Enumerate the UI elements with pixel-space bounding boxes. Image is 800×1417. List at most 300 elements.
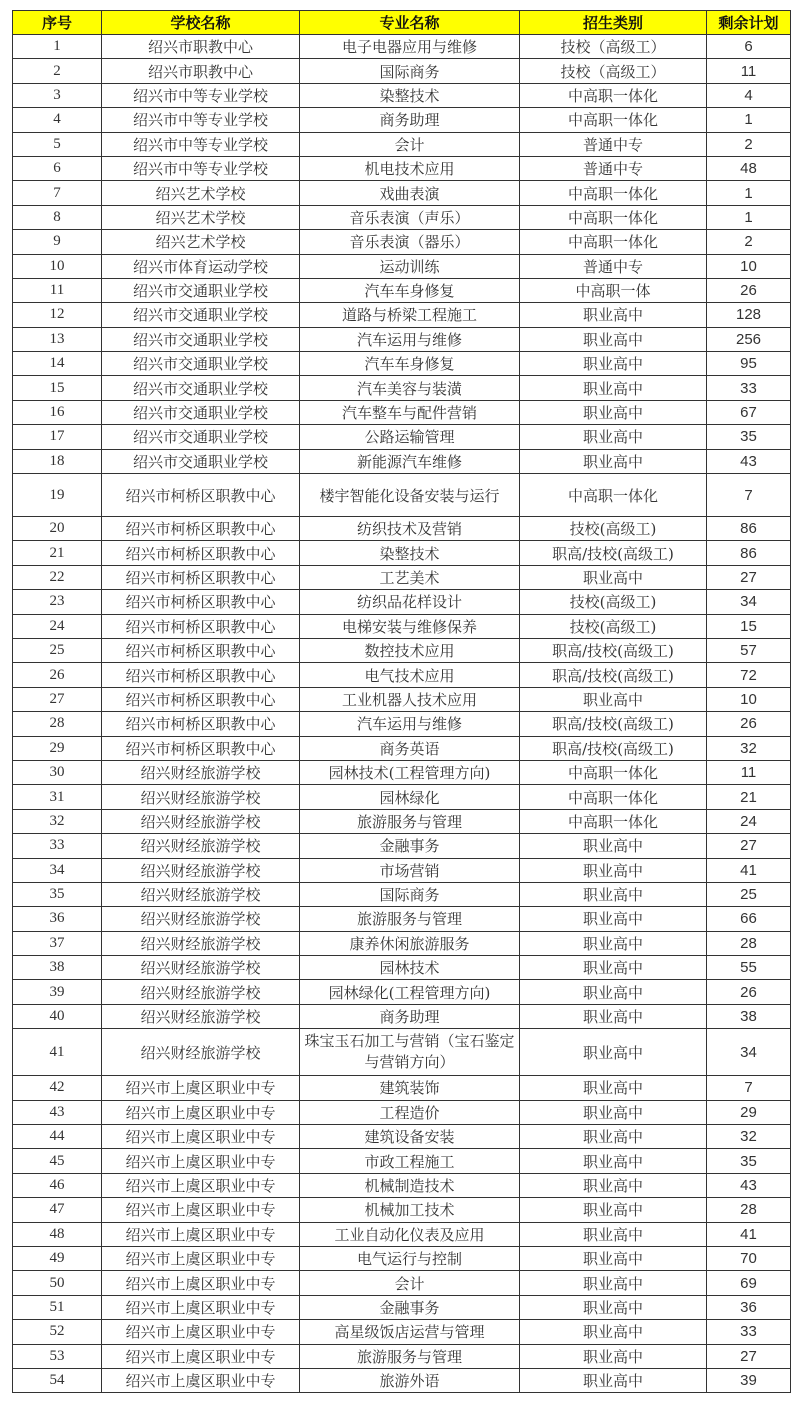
cell-major: 汽车运用与维修 (300, 712, 520, 736)
table-row (13, 1125, 791, 1149)
table-row (13, 156, 791, 180)
table-row (13, 181, 791, 205)
cell-major: 工业自动化仪表及应用 (300, 1222, 520, 1246)
cell-school: 绍兴市交通职业学校 (102, 327, 300, 351)
cell-category: 职高/技校(高级工) (520, 663, 707, 687)
cell-school: 绍兴市柯桥区职教中心 (102, 736, 300, 760)
cell-category: 职业高中 (520, 931, 707, 955)
table-row (13, 565, 791, 589)
cell-index: 49 (13, 1246, 102, 1270)
cell-category: 职业高中 (520, 1076, 707, 1100)
cell-category: 职业高中 (520, 425, 707, 449)
cell-school: 绍兴财经旅游学校 (102, 1029, 300, 1076)
cell-category: 职高/技校(高级工) (520, 712, 707, 736)
cell-remaining: 26 (707, 980, 791, 1004)
cell-remaining: 66 (707, 907, 791, 931)
cell-index: 24 (13, 614, 102, 638)
cell-school: 绍兴市柯桥区职教中心 (102, 517, 300, 541)
cell-school: 绍兴市上虞区职业中专 (102, 1222, 300, 1246)
cell-category: 职业高中 (520, 1149, 707, 1173)
cell-major: 工程造价 (300, 1100, 520, 1124)
cell-school: 绍兴市上虞区职业中专 (102, 1295, 300, 1319)
cell-category: 职高/技校(高级工) (520, 541, 707, 565)
cell-category: 技校(高级工) (520, 590, 707, 614)
cell-remaining: 32 (707, 736, 791, 760)
cell-school: 绍兴市上虞区职业中专 (102, 1344, 300, 1368)
table-row (13, 1198, 791, 1222)
table-row (13, 809, 791, 833)
cell-index: 33 (13, 834, 102, 858)
table-row (13, 736, 791, 760)
cell-index: 43 (13, 1100, 102, 1124)
cell-major: 电气运行与控制 (300, 1246, 520, 1270)
cell-school: 绍兴市上虞区职业中专 (102, 1125, 300, 1149)
cell-remaining: 69 (707, 1271, 791, 1295)
cell-index: 19 (13, 474, 102, 517)
cell-major: 电气技术应用 (300, 663, 520, 687)
cell-category: 中高职一体化 (520, 230, 707, 254)
cell-remaining: 256 (707, 327, 791, 351)
cell-major: 园林绿化 (300, 785, 520, 809)
cell-school: 绍兴市上虞区职业中专 (102, 1173, 300, 1197)
cell-remaining: 21 (707, 785, 791, 809)
cell-school: 绍兴市职教中心 (102, 59, 300, 83)
header-remaining: 剩余计划 (707, 11, 791, 35)
cell-index: 37 (13, 931, 102, 955)
cell-index: 41 (13, 1029, 102, 1076)
cell-major: 旅游外语 (300, 1368, 520, 1392)
cell-category: 中高职一体化 (520, 809, 707, 833)
cell-major: 建筑设备安装 (300, 1125, 520, 1149)
cell-remaining: 27 (707, 834, 791, 858)
cell-major: 汽车车身修复 (300, 278, 520, 302)
cell-category: 职业高中 (520, 1173, 707, 1197)
header-index: 序号 (13, 11, 102, 35)
cell-remaining: 10 (707, 687, 791, 711)
cell-school: 绍兴财经旅游学校 (102, 858, 300, 882)
cell-major: 康养休闲旅游服务 (300, 931, 520, 955)
cell-major: 楼宇智能化设备安装与运行 (300, 474, 520, 517)
enrollment-plan-table (12, 10, 791, 1393)
cell-remaining: 34 (707, 590, 791, 614)
cell-remaining: 67 (707, 400, 791, 424)
cell-remaining: 32 (707, 1125, 791, 1149)
cell-school: 绍兴市上虞区职业中专 (102, 1320, 300, 1344)
cell-major: 园林技术 (300, 956, 520, 980)
cell-category: 中高职一体化 (520, 205, 707, 229)
cell-school: 绍兴市体育运动学校 (102, 254, 300, 278)
cell-category: 职业高中 (520, 449, 707, 473)
cell-remaining: 27 (707, 1344, 791, 1368)
cell-major: 汽车运用与维修 (300, 327, 520, 351)
cell-remaining: 7 (707, 474, 791, 517)
cell-category: 中高职一体化 (520, 181, 707, 205)
cell-index: 5 (13, 132, 102, 156)
cell-major: 市政工程施工 (300, 1149, 520, 1173)
cell-remaining: 10 (707, 254, 791, 278)
cell-remaining: 48 (707, 156, 791, 180)
cell-category: 技校(高级工) (520, 614, 707, 638)
cell-school: 绍兴财经旅游学校 (102, 785, 300, 809)
cell-category: 普通中专 (520, 156, 707, 180)
cell-school: 绍兴市上虞区职业中专 (102, 1368, 300, 1392)
cell-category: 技校（高级工） (520, 59, 707, 83)
cell-remaining: 41 (707, 858, 791, 882)
cell-school: 绍兴市交通职业学校 (102, 303, 300, 327)
cell-remaining: 43 (707, 1173, 791, 1197)
table-row (13, 1271, 791, 1295)
table-row (13, 132, 791, 156)
cell-remaining: 39 (707, 1368, 791, 1392)
cell-major: 园林技术(工程管理方向) (300, 760, 520, 784)
cell-major: 商务助理 (300, 108, 520, 132)
cell-remaining: 25 (707, 882, 791, 906)
cell-index: 44 (13, 1125, 102, 1149)
cell-index: 6 (13, 156, 102, 180)
cell-index: 25 (13, 638, 102, 662)
cell-school: 绍兴财经旅游学校 (102, 931, 300, 955)
cell-remaining: 29 (707, 1100, 791, 1124)
table-row (13, 352, 791, 376)
cell-remaining: 41 (707, 1222, 791, 1246)
table-row (13, 1100, 791, 1124)
cell-category: 职业高中 (520, 1295, 707, 1319)
cell-index: 7 (13, 181, 102, 205)
cell-school: 绍兴市交通职业学校 (102, 352, 300, 376)
table-row (13, 1004, 791, 1028)
cell-category: 职业高中 (520, 1271, 707, 1295)
cell-remaining: 57 (707, 638, 791, 662)
cell-major: 新能源汽车维修 (300, 449, 520, 473)
table-row (13, 882, 791, 906)
cell-major: 金融事务 (300, 1295, 520, 1319)
cell-index: 23 (13, 590, 102, 614)
cell-remaining: 38 (707, 1004, 791, 1028)
table-row (13, 956, 791, 980)
table-row (13, 590, 791, 614)
cell-major: 戏曲表演 (300, 181, 520, 205)
cell-school: 绍兴艺术学校 (102, 181, 300, 205)
cell-major: 机械制造技术 (300, 1173, 520, 1197)
table-row (13, 205, 791, 229)
cell-remaining: 6 (707, 35, 791, 59)
cell-school: 绍兴财经旅游学校 (102, 834, 300, 858)
cell-remaining: 1 (707, 108, 791, 132)
cell-remaining: 1 (707, 205, 791, 229)
cell-remaining: 43 (707, 449, 791, 473)
cell-major: 电梯安装与维修保养 (300, 614, 520, 638)
cell-school: 绍兴市柯桥区职教中心 (102, 687, 300, 711)
cell-remaining: 11 (707, 59, 791, 83)
cell-remaining: 95 (707, 352, 791, 376)
cell-school: 绍兴财经旅游学校 (102, 882, 300, 906)
cell-major: 珠宝玉石加工与营销（宝石鉴定与营销方向） (300, 1029, 520, 1076)
cell-index: 54 (13, 1368, 102, 1392)
table-row (13, 449, 791, 473)
table-row (13, 59, 791, 83)
cell-school: 绍兴市柯桥区职教中心 (102, 565, 300, 589)
cell-category: 职业高中 (520, 1100, 707, 1124)
table-body (13, 35, 791, 1393)
cell-remaining: 34 (707, 1029, 791, 1076)
cell-remaining: 33 (707, 376, 791, 400)
cell-index: 38 (13, 956, 102, 980)
cell-index: 10 (13, 254, 102, 278)
table-row (13, 108, 791, 132)
table-row (13, 907, 791, 931)
cell-school: 绍兴财经旅游学校 (102, 907, 300, 931)
cell-major: 机电技术应用 (300, 156, 520, 180)
cell-remaining: 72 (707, 663, 791, 687)
cell-index: 18 (13, 449, 102, 473)
cell-category: 职高/技校(高级工) (520, 736, 707, 760)
cell-index: 3 (13, 83, 102, 107)
cell-index: 51 (13, 1295, 102, 1319)
cell-school: 绍兴市交通职业学校 (102, 376, 300, 400)
cell-category: 职业高中 (520, 834, 707, 858)
cell-index: 46 (13, 1173, 102, 1197)
cell-index: 12 (13, 303, 102, 327)
cell-index: 39 (13, 980, 102, 1004)
table-row (13, 1320, 791, 1344)
cell-category: 普通中专 (520, 254, 707, 278)
cell-school: 绍兴市柯桥区职教中心 (102, 614, 300, 638)
cell-remaining: 55 (707, 956, 791, 980)
header-school: 学校名称 (102, 11, 300, 35)
cell-major: 会计 (300, 1271, 520, 1295)
cell-index: 14 (13, 352, 102, 376)
cell-index: 22 (13, 565, 102, 589)
cell-category: 职业高中 (520, 956, 707, 980)
cell-school: 绍兴市上虞区职业中专 (102, 1246, 300, 1270)
cell-remaining: 28 (707, 1198, 791, 1222)
cell-remaining: 11 (707, 760, 791, 784)
cell-major: 汽车美容与装潢 (300, 376, 520, 400)
cell-category: 职业高中 (520, 687, 707, 711)
cell-category: 职业高中 (520, 1004, 707, 1028)
cell-index: 50 (13, 1271, 102, 1295)
table-row (13, 541, 791, 565)
cell-major: 旅游服务与管理 (300, 907, 520, 931)
cell-remaining: 26 (707, 712, 791, 736)
cell-category: 中高职一体化 (520, 760, 707, 784)
cell-remaining: 4 (707, 83, 791, 107)
cell-index: 2 (13, 59, 102, 83)
cell-category: 中高职一体化 (520, 83, 707, 107)
cell-major: 金融事务 (300, 834, 520, 858)
cell-category: 职业高中 (520, 1368, 707, 1392)
cell-category: 职业高中 (520, 400, 707, 424)
cell-index: 52 (13, 1320, 102, 1344)
cell-major: 会计 (300, 132, 520, 156)
table-row (13, 83, 791, 107)
cell-major: 高星级饭店运营与管理 (300, 1320, 520, 1344)
cell-remaining: 7 (707, 1076, 791, 1100)
table-row (13, 1368, 791, 1392)
cell-remaining: 2 (707, 132, 791, 156)
cell-index: 20 (13, 517, 102, 541)
cell-index: 11 (13, 278, 102, 302)
cell-category: 中高职一体 (520, 278, 707, 302)
cell-index: 40 (13, 1004, 102, 1028)
cell-major: 商务英语 (300, 736, 520, 760)
table-row (13, 1344, 791, 1368)
cell-category: 中高职一体化 (520, 474, 707, 517)
cell-major: 数控技术应用 (300, 638, 520, 662)
cell-category: 中高职一体化 (520, 785, 707, 809)
cell-school: 绍兴市交通职业学校 (102, 278, 300, 302)
cell-major: 道路与桥梁工程施工 (300, 303, 520, 327)
cell-remaining: 33 (707, 1320, 791, 1344)
cell-index: 17 (13, 425, 102, 449)
cell-remaining: 70 (707, 1246, 791, 1270)
cell-remaining: 36 (707, 1295, 791, 1319)
cell-remaining: 86 (707, 541, 791, 565)
cell-category: 职业高中 (520, 907, 707, 931)
table-row (13, 1076, 791, 1100)
cell-category: 职业高中 (520, 1125, 707, 1149)
cell-category: 职业高中 (520, 1246, 707, 1270)
table-row (13, 254, 791, 278)
cell-index: 27 (13, 687, 102, 711)
cell-category: 职业高中 (520, 980, 707, 1004)
cell-remaining: 28 (707, 931, 791, 955)
cell-major: 电子电器应用与维修 (300, 35, 520, 59)
cell-index: 42 (13, 1076, 102, 1100)
cell-category: 中高职一体化 (520, 108, 707, 132)
cell-category: 职业高中 (520, 1029, 707, 1076)
table-row (13, 663, 791, 687)
cell-index: 13 (13, 327, 102, 351)
table-row (13, 614, 791, 638)
cell-school: 绍兴市中等专业学校 (102, 83, 300, 107)
cell-school: 绍兴市上虞区职业中专 (102, 1271, 300, 1295)
cell-remaining: 86 (707, 517, 791, 541)
cell-school: 绍兴艺术学校 (102, 230, 300, 254)
cell-major: 建筑装饰 (300, 1076, 520, 1100)
cell-school: 绍兴市上虞区职业中专 (102, 1100, 300, 1124)
table-row (13, 760, 791, 784)
table-row (13, 35, 791, 59)
cell-category: 普通中专 (520, 132, 707, 156)
cell-remaining: 35 (707, 425, 791, 449)
table-row (13, 1149, 791, 1173)
cell-remaining: 15 (707, 614, 791, 638)
cell-school: 绍兴财经旅游学校 (102, 956, 300, 980)
table-row (13, 638, 791, 662)
cell-school: 绍兴市柯桥区职教中心 (102, 541, 300, 565)
cell-school: 绍兴市交通职业学校 (102, 400, 300, 424)
cell-index: 15 (13, 376, 102, 400)
header-category: 招生类别 (520, 11, 707, 35)
table-row (13, 858, 791, 882)
cell-remaining: 27 (707, 565, 791, 589)
cell-school: 绍兴市柯桥区职教中心 (102, 474, 300, 517)
table-row (13, 376, 791, 400)
cell-category: 职业高中 (520, 565, 707, 589)
table-row (13, 1029, 791, 1076)
cell-category: 职业高中 (520, 858, 707, 882)
cell-category: 职业高中 (520, 352, 707, 376)
table-row (13, 687, 791, 711)
cell-index: 53 (13, 1344, 102, 1368)
cell-major: 机械加工技术 (300, 1198, 520, 1222)
cell-category: 职业高中 (520, 303, 707, 327)
cell-remaining: 1 (707, 181, 791, 205)
cell-major: 国际商务 (300, 59, 520, 83)
cell-major: 园林绿化(工程管理方向) (300, 980, 520, 1004)
cell-remaining: 24 (707, 809, 791, 833)
cell-index: 30 (13, 760, 102, 784)
cell-major: 旅游服务与管理 (300, 1344, 520, 1368)
cell-major: 旅游服务与管理 (300, 809, 520, 833)
table-row (13, 1173, 791, 1197)
cell-major: 市场营销 (300, 858, 520, 882)
cell-index: 32 (13, 809, 102, 833)
cell-remaining: 35 (707, 1149, 791, 1173)
cell-index: 48 (13, 1222, 102, 1246)
header-major: 专业名称 (300, 11, 520, 35)
cell-major: 汽车整车与配件营销 (300, 400, 520, 424)
cell-school: 绍兴市中等专业学校 (102, 132, 300, 156)
cell-major: 商务助理 (300, 1004, 520, 1028)
cell-category: 职业高中 (520, 327, 707, 351)
cell-major: 染整技术 (300, 541, 520, 565)
cell-school: 绍兴市交通职业学校 (102, 425, 300, 449)
cell-category: 职业高中 (520, 376, 707, 400)
cell-major: 染整技术 (300, 83, 520, 107)
cell-school: 绍兴艺术学校 (102, 205, 300, 229)
table-header (13, 11, 791, 35)
cell-school: 绍兴市柯桥区职教中心 (102, 663, 300, 687)
header-row (13, 11, 791, 35)
table-row (13, 474, 791, 517)
cell-category: 技校（高级工） (520, 35, 707, 59)
table-row (13, 517, 791, 541)
cell-category: 职业高中 (520, 1222, 707, 1246)
cell-major: 公路运输管理 (300, 425, 520, 449)
cell-index: 9 (13, 230, 102, 254)
cell-major: 国际商务 (300, 882, 520, 906)
table-row (13, 1222, 791, 1246)
cell-school: 绍兴市中等专业学校 (102, 108, 300, 132)
table-row (13, 980, 791, 1004)
table-row (13, 785, 791, 809)
table-row (13, 230, 791, 254)
cell-major: 汽车车身修复 (300, 352, 520, 376)
cell-index: 45 (13, 1149, 102, 1173)
table-row (13, 1295, 791, 1319)
table-row (13, 327, 791, 351)
cell-major: 音乐表演（器乐） (300, 230, 520, 254)
cell-school: 绍兴市上虞区职业中专 (102, 1076, 300, 1100)
table-row (13, 834, 791, 858)
cell-index: 28 (13, 712, 102, 736)
cell-category: 职业高中 (520, 1344, 707, 1368)
cell-major: 运动训练 (300, 254, 520, 278)
cell-major: 音乐表演（声乐） (300, 205, 520, 229)
cell-index: 4 (13, 108, 102, 132)
table-row (13, 278, 791, 302)
cell-index: 26 (13, 663, 102, 687)
table-row (13, 400, 791, 424)
cell-index: 36 (13, 907, 102, 931)
cell-school: 绍兴财经旅游学校 (102, 760, 300, 784)
table-row (13, 1246, 791, 1270)
cell-index: 21 (13, 541, 102, 565)
cell-category: 职高/技校(高级工) (520, 638, 707, 662)
cell-index: 1 (13, 35, 102, 59)
